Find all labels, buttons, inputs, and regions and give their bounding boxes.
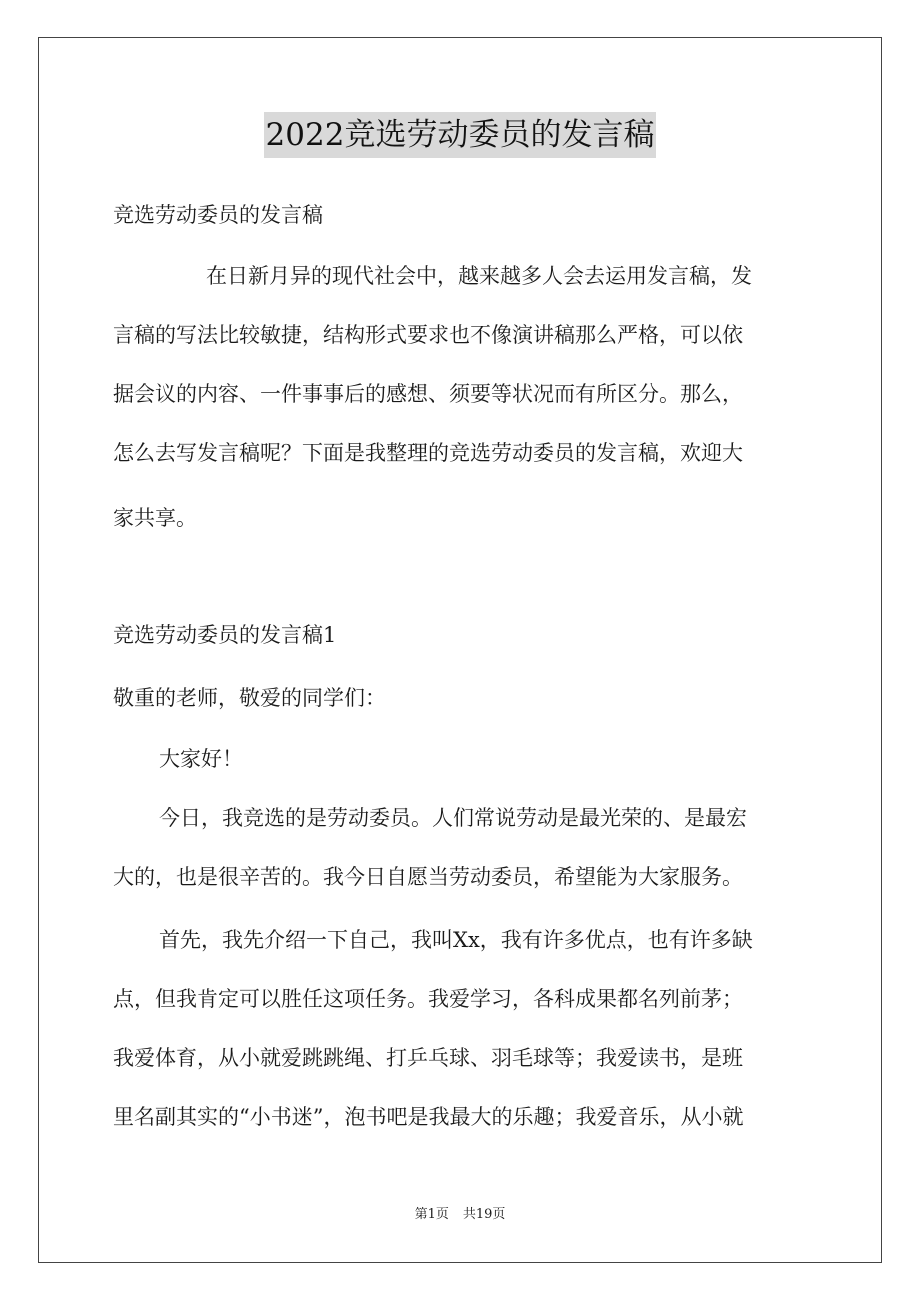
page-footer xyxy=(0,1206,920,1224)
body-line: 点，但我肯定可以胜任这项任务。我爱学习，各科成果都名列前茅； xyxy=(113,987,743,1011)
body-line: 里名副其实的“小书迷”，泡书吧是我最大的乐趣；我爱音乐，从小就 xyxy=(113,1105,744,1129)
document-heading: 竞选劳动委员的发言稿 xyxy=(113,203,323,227)
greeting: 大家好！ xyxy=(159,747,243,771)
body-line: 今日，我竞选的是劳动委员。人们常说劳动是最光荣的、是最宏 xyxy=(159,806,747,830)
intro-line: 在日新月异的现代社会中，越来越多人会去运用发言稿，发 xyxy=(206,264,752,288)
section-heading: 竞选劳动委员的发言稿1 xyxy=(113,623,337,647)
title-container xyxy=(0,112,920,158)
intro-line: 言稿的写法比较敏捷，结构形式要求也不像演讲稿那么严格，可以依 xyxy=(113,323,743,347)
page-total: 共19页 xyxy=(462,1207,506,1222)
body-line: 我爱体育，从小就爱跳跳绳、打乒乓球、羽毛球等；我爱读书，是班 xyxy=(113,1046,743,1070)
body-line: 首先，我先介绍一下自己，我叫Xx，我有许多优点，也有许多缺 xyxy=(159,928,753,952)
intro-line: 据会议的内容、一件事事后的感想、须要等状况而有所区分。那么， xyxy=(113,382,743,406)
intro-line: 怎么去写发言稿呢？下面是我整理的竞选劳动委员的发言稿，欢迎大 xyxy=(113,441,743,465)
intro-line: 家共享。 xyxy=(113,506,197,530)
salutation: 敬重的老师，敬爱的同学们： xyxy=(113,686,386,710)
page-number: 第1页 xyxy=(414,1207,449,1222)
document-title: 2022竞选劳动委员的发言稿 xyxy=(264,112,657,158)
body-line: 大的，也是很辛苦的。我今日自愿当劳动委员，希望能为大家服务。 xyxy=(113,865,743,889)
